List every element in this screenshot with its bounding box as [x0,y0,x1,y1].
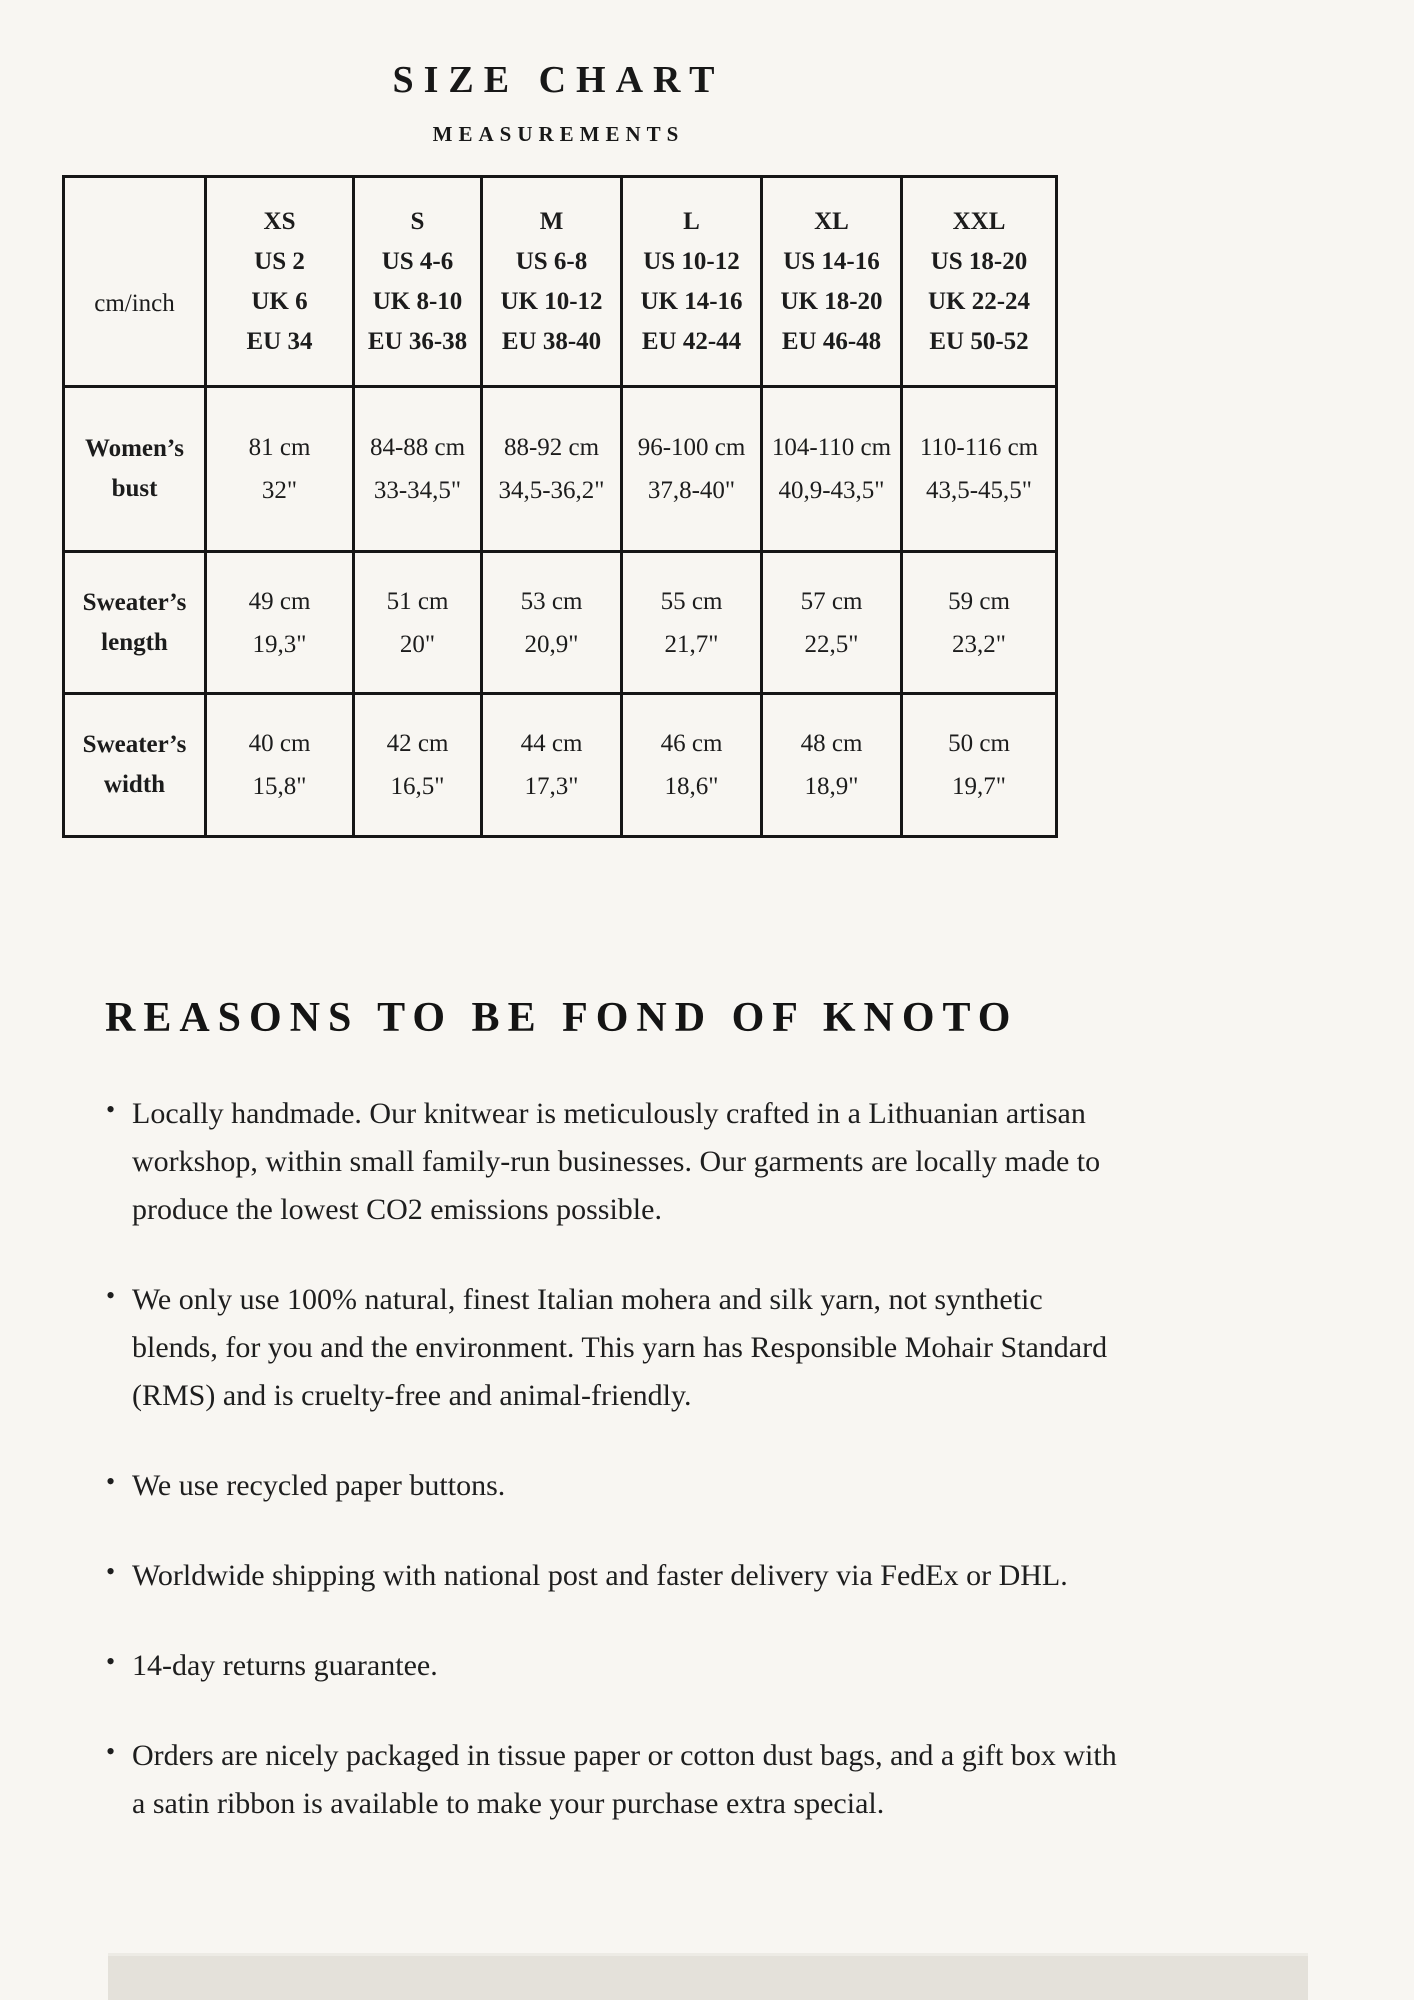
row-label: Women’s bust [64,387,206,552]
cm-value: 42 cm [386,730,449,757]
uk-size: UK 18-20 [780,287,883,315]
cm-value: 59 cm [948,587,1010,615]
measurement-cell [762,387,902,552]
measurement-cell [354,694,482,837]
page-title: SIZE CHART [392,59,725,101]
us-size: US 10-12 [643,247,740,275]
inch-value: 33-34,5" [373,477,462,504]
eu-size: EU 36-38 [367,327,468,355]
column-header-xxl [902,177,1057,387]
uk-size: UK 8-10 [372,287,463,315]
cm-value: 110-116 cm [919,434,1039,461]
cm-value: 48 cm [800,730,863,757]
uk-size: UK 6 [251,287,308,315]
row-label: Sweater’s width [64,694,206,837]
table-header-row [64,177,1057,387]
inch-value: 43,5-45,5" [925,477,1033,504]
column-header-l [622,177,762,387]
cm-value: 46 cm [660,730,723,757]
measurement-cell [762,552,902,694]
uk-size: UK 22-24 [927,287,1031,315]
inch-value: 40,9-43,5" [778,477,885,504]
page-subtitle: MEASUREMENTS [432,122,685,146]
eu-size: EU 34 [246,327,313,355]
measurement-cell [622,387,762,552]
measurement-cell [482,694,622,837]
measurement-cell [206,552,354,694]
cm-value: 40 cm [248,730,311,757]
cm-value: 96-100 cm [637,434,746,461]
measurement-cell [206,694,354,837]
list-item [105,1090,1130,1234]
bullet-icon: • [106,1647,116,1676]
cm-value: 57 cm [800,587,863,615]
cm-value: 88-92 cm [503,434,600,461]
us-size: US 14-16 [783,247,880,275]
table-row-sweaters-width [64,694,1057,837]
inch-value: 23,2" [952,630,1006,658]
eu-size: EU 42-44 [641,327,742,355]
inch-value: 21,7" [664,630,719,658]
cm-value: 84-88 cm [369,434,466,461]
inch-value: 16,5" [390,773,445,800]
cm-value: 53 cm [520,587,583,615]
bullet-icon: • [106,1557,116,1586]
inch-value: 19,7" [952,773,1006,800]
eu-size: EU 50-52 [929,327,1029,355]
reasons-list [105,1090,1130,1828]
us-size: US 4-6 [381,247,454,275]
inch-value: 20" [399,630,436,658]
corner-cell [64,177,206,387]
bullet-icon: • [106,1467,116,1496]
size-name: S [410,207,425,235]
measurement-cell [206,387,354,552]
list-item [105,1642,1130,1690]
bullet-icon: • [106,1095,116,1124]
measurement-cell [622,552,762,694]
reason-text: Locally handmade. Our knitwear is meticulously crafted in a Lithuanian artisan workshop, within small family-run businesses. Our garments are locally made to produce the lowest CO2 emissions possible. [132,1097,1101,1226]
eu-size: EU 46-48 [781,327,882,355]
column-header-xl [762,177,902,387]
inch-value: 15,8" [252,773,307,800]
inch-value: 22,5" [804,630,859,658]
reason-text: We use recycled paper buttons. [132,1469,506,1502]
reasons-heading: REASONS TO BE FOND OF KNOTO [105,995,1019,1041]
column-header-xs [206,177,354,387]
inch-value: 18,6" [664,773,719,800]
bullet-icon: • [106,1737,116,1766]
measurement-cell [482,552,622,694]
cm-value: 50 cm [948,730,1010,757]
list-item [105,1552,1130,1600]
inch-value: 37,8-40" [647,477,736,504]
row-label: Sweater’s length [64,552,206,694]
size-name: XXL [952,207,1006,235]
measurement-cell [354,552,482,694]
us-size: US 2 [254,247,305,275]
cm-value: 51 cm [386,587,449,615]
inch-value: 32" [261,477,298,504]
size-name: XS [263,207,296,235]
inch-value: 19,3" [252,630,307,658]
column-header-m [482,177,622,387]
cm-value: 55 cm [660,587,723,615]
inch-value: 20,9" [524,630,579,658]
size-name: L [683,207,700,235]
uk-size: UK 10-12 [500,287,603,315]
reason-text: Worldwide shipping with national post and faster delivery via FedEx or DHL. [132,1559,1068,1592]
list-item [105,1462,1130,1510]
bottom-section-edge [108,1953,1308,2000]
measurement-cell [482,387,622,552]
measurement-cell [902,694,1057,837]
inch-value: 34,5-36,2" [498,477,605,504]
size-chart-table [62,175,1058,838]
reason-text: Orders are nicely packaged in tissue paper or cotton dust bags, and a gift box with a satin ribbon is available to make your purchase extra special. [132,1739,1117,1820]
eu-size: EU 38-40 [501,327,602,355]
measurement-cell [354,387,482,552]
reason-text: 14-day returns guarantee. [132,1649,438,1682]
measurement-cell [902,552,1057,694]
inch-value: 17,3" [524,773,579,800]
cm-value: 81 cm [248,434,311,461]
inch-value: 18,9" [804,773,859,800]
reason-text: We only use 100% natural, finest Italian mohera and silk yarn, not synthetic blends, for you and the environment. This yarn has Responsible Mohair Standard (RMS) and is cruelty-free and animal-friendly. [132,1283,1108,1412]
cm-value: 104-110 cm [771,434,892,461]
us-size: US 18-20 [930,247,1028,275]
list-item [105,1732,1130,1828]
cm-value: 44 cm [520,730,583,757]
column-header-s [354,177,482,387]
table-row-womens-bust [64,387,1057,552]
measurement-cell [902,387,1057,552]
uk-size: UK 14-16 [640,287,743,315]
reasons-section [105,994,1135,1828]
measurement-cell [622,694,762,837]
list-item [105,1276,1130,1420]
table-row-sweaters-length [64,552,1057,694]
document-content [62,0,1117,1870]
measurement-cell [762,694,902,837]
corner-label: cm/inch [94,289,175,317]
cm-value: 49 cm [248,587,311,615]
bullet-icon: • [106,1281,116,1310]
size-name: XL [814,207,849,235]
size-name: M [539,207,564,235]
us-size: US 6-8 [515,247,588,275]
